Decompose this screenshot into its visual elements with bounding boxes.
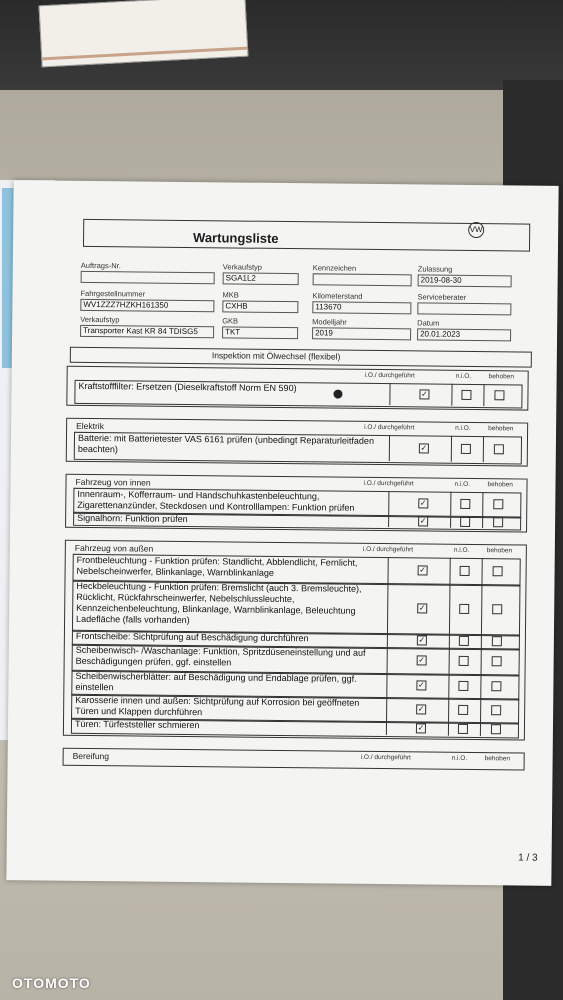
field-label: Kilometerstand — [312, 291, 363, 301]
column-divider — [451, 384, 452, 406]
field-label: GKB — [222, 316, 239, 326]
empty-checkbox[interactable] — [459, 656, 469, 666]
empty-checkbox[interactable] — [494, 444, 504, 454]
watermark: OTOMOTO — [12, 975, 91, 991]
column-divider — [449, 634, 450, 648]
empty-checkbox[interactable] — [491, 705, 501, 715]
checklist-item-text: Türen: Türfeststeller schmieren — [74, 718, 200, 731]
empty-checkbox[interactable] — [459, 636, 469, 646]
empty-checkbox[interactable] — [493, 566, 503, 576]
column-divider — [387, 647, 388, 673]
page-number: 1 / 3 — [518, 852, 538, 864]
section-title: Elektrik — [76, 420, 105, 432]
inspection-title: Inspektion mit Ölwechsel (flexibel) — [211, 350, 341, 362]
empty-checkbox[interactable] — [491, 681, 501, 691]
column-header-done: i.O./ durchgeführt — [362, 545, 414, 554]
field-value: 2019 — [312, 327, 411, 340]
checklist-item-text: Batterie: mit Batterietester VAS 6161 prüfen (unbedingt Reparaturleitfaden beachten) — [77, 432, 375, 455]
column-divider — [387, 633, 388, 647]
column-header-fixed: behoben — [487, 481, 513, 489]
field-value — [313, 273, 412, 286]
checklist-item-text: Frontscheibe: Sichtprüfung auf Beschädigung durchführen — [75, 630, 309, 644]
field-value — [417, 302, 511, 315]
column-divider — [450, 492, 451, 516]
column-divider — [448, 722, 449, 736]
column-header-nio: n.i.O. — [453, 546, 470, 554]
field-label: Fahrgestellnummer — [80, 288, 146, 299]
column-divider — [388, 491, 389, 515]
field-value: TKT — [222, 326, 298, 339]
column-header-nio: n.i.O. — [455, 424, 471, 432]
empty-checkbox[interactable] — [459, 604, 469, 614]
checked-checkbox[interactable]: ✓ — [419, 516, 427, 526]
column-divider — [480, 722, 481, 736]
column-divider — [386, 697, 387, 721]
column-divider — [481, 634, 482, 648]
field-label: Verkaufstyp — [222, 262, 263, 272]
empty-checkbox[interactable] — [461, 390, 471, 400]
empty-checkbox[interactable] — [460, 499, 470, 509]
field-label: Modelljahr — [312, 317, 347, 327]
checked-checkbox[interactable]: ✓ — [417, 704, 425, 714]
checked-checkbox[interactable]: ✓ — [418, 655, 426, 665]
checklist-item-text: Karosserie innen und außen: Sichtprüfung auf Korrosion bei geöffneten Türen und Klappen durchführen — [75, 694, 360, 718]
title-frame — [83, 219, 530, 252]
section-title: Bereifung — [72, 750, 110, 762]
page-title: Wartungsliste — [193, 230, 279, 246]
empty-checkbox[interactable] — [494, 390, 504, 400]
column-header-nio: n.i.O. — [454, 480, 471, 488]
column-divider — [448, 698, 449, 722]
empty-checkbox[interactable] — [461, 444, 471, 454]
empty-checkbox[interactable] — [458, 681, 468, 691]
field-label: Kennzeichen — [312, 263, 357, 273]
checklist-item-text: Innenraum-, Kofferraum- und Handschuhkastenbeleuchtung, Zigarettenanzünder, Steckdosen und Kontrolllampen: Funktion prüfen — [77, 488, 355, 513]
field-value: WV1ZZZ7HZKH161350 — [80, 299, 214, 312]
column-header-fixed: behoben — [486, 547, 513, 555]
column-divider — [386, 673, 387, 697]
column-divider — [480, 674, 481, 698]
column-divider — [481, 558, 482, 584]
field-label: Auftrags-Nr. — [80, 260, 121, 271]
column-header-nio: n.i.O. — [451, 754, 468, 762]
column-divider — [483, 384, 484, 406]
empty-checkbox[interactable] — [492, 604, 502, 614]
empty-checkbox[interactable] — [458, 705, 468, 715]
column-header-fixed: behoben — [488, 373, 514, 381]
field-label: Datum — [417, 318, 440, 328]
marker-dot-icon — [333, 390, 342, 399]
column-header-fixed: behoben — [488, 425, 514, 433]
column-header-done: i.O./ durchgeführt — [364, 423, 415, 432]
field-label: Serviceberater — [417, 292, 467, 302]
empty-checkbox[interactable] — [493, 517, 503, 527]
column-header-fixed: behoben — [484, 755, 510, 763]
column-header-done: i.O./ durchgeführt — [363, 479, 414, 488]
checked-checkbox[interactable]: ✓ — [418, 635, 426, 645]
field-value: 20.01.2023 — [417, 328, 511, 341]
column-divider — [386, 721, 387, 735]
column-header-nio: n.i.O. — [455, 372, 472, 380]
checked-checkbox[interactable]: ✓ — [419, 565, 427, 575]
checklist-item-text: Scheibenwischerblätter: auf Beschädigung und Endablage prüfen, ggf. einstellen — [75, 670, 357, 693]
section-title: Fahrzeug von innen — [75, 476, 151, 488]
column-divider — [389, 383, 390, 405]
checked-checkbox[interactable]: ✓ — [417, 723, 425, 733]
field-label: Verkaufstyp — [80, 314, 120, 325]
maintenance-sheet — [6, 180, 558, 886]
field-value: Transporter Kast KR 84 TDISG5 — [80, 325, 214, 338]
vw-logo-icon: VW — [468, 222, 484, 238]
checked-checkbox[interactable]: ✓ — [421, 389, 428, 399]
empty-checkbox[interactable] — [492, 656, 502, 666]
column-divider — [480, 698, 481, 722]
field-value: 113670 — [312, 301, 411, 314]
checklist-item-text: Kraftstofffilter: Ersetzen (Dieselkraftstoff Norm EN 590) — [78, 380, 297, 394]
field-label: Zulassung — [417, 264, 453, 274]
field-label: MKB — [222, 290, 239, 300]
column-divider — [482, 492, 483, 516]
empty-checkbox[interactable] — [460, 517, 470, 527]
checklist-item-text: Frontbeleuchtung - Funktion prüfen: Standlicht, Abblendlicht, Fernlicht, Nebelscheinwerfer, Blinkanlage, Warnblinkanlage — [76, 554, 358, 578]
empty-checkbox[interactable] — [460, 566, 470, 576]
checked-checkbox[interactable]: ✓ — [418, 603, 426, 613]
field-value: 2019-08-30 — [418, 274, 512, 287]
empty-checkbox[interactable] — [493, 499, 503, 509]
empty-checkbox[interactable] — [458, 724, 468, 734]
service-booklet — [39, 0, 249, 67]
column-divider — [482, 516, 483, 528]
column-divider — [449, 558, 450, 584]
checked-checkbox[interactable]: ✓ — [418, 680, 425, 690]
field-value — [81, 271, 215, 284]
column-divider — [450, 516, 451, 528]
checklist-item-text: Scheibenwisch- /Waschanlage: Funktion, Spritzdüseneinstellung und auf Beschädigungen prüfen, ggf. einstellen — [75, 644, 366, 668]
checklist-item-text: Heckbeleuchtung - Funktion prüfen: Bremslicht (auch 3. Bremsleuchte), Rücklicht, Rückfahrscheinwerfer, Nebelschlussleuchte, Kennzeichenbeleuchtung, Blinkanlage, Warnblinkanlage, Beleuchtung Ladefläche (falls vorhanden) — [76, 580, 362, 626]
checked-checkbox[interactable]: ✓ — [419, 498, 427, 508]
column-divider — [388, 515, 389, 527]
checked-checkbox[interactable]: ✓ — [420, 443, 428, 453]
empty-checkbox[interactable] — [492, 636, 502, 646]
column-divider — [389, 435, 390, 461]
field-value: SGA1L2 — [223, 272, 299, 285]
column-divider — [448, 674, 449, 698]
field-value: CXHB — [222, 300, 298, 313]
empty-checkbox[interactable] — [491, 724, 501, 734]
section-title: Fahrzeug von außen — [74, 542, 154, 554]
column-header-done: i.O./ durchgeführt — [360, 753, 411, 762]
column-header-done: i.O./ durchgeführt — [364, 371, 415, 380]
checklist-item-text: Signalhorn: Funktion prüfen — [77, 512, 188, 525]
